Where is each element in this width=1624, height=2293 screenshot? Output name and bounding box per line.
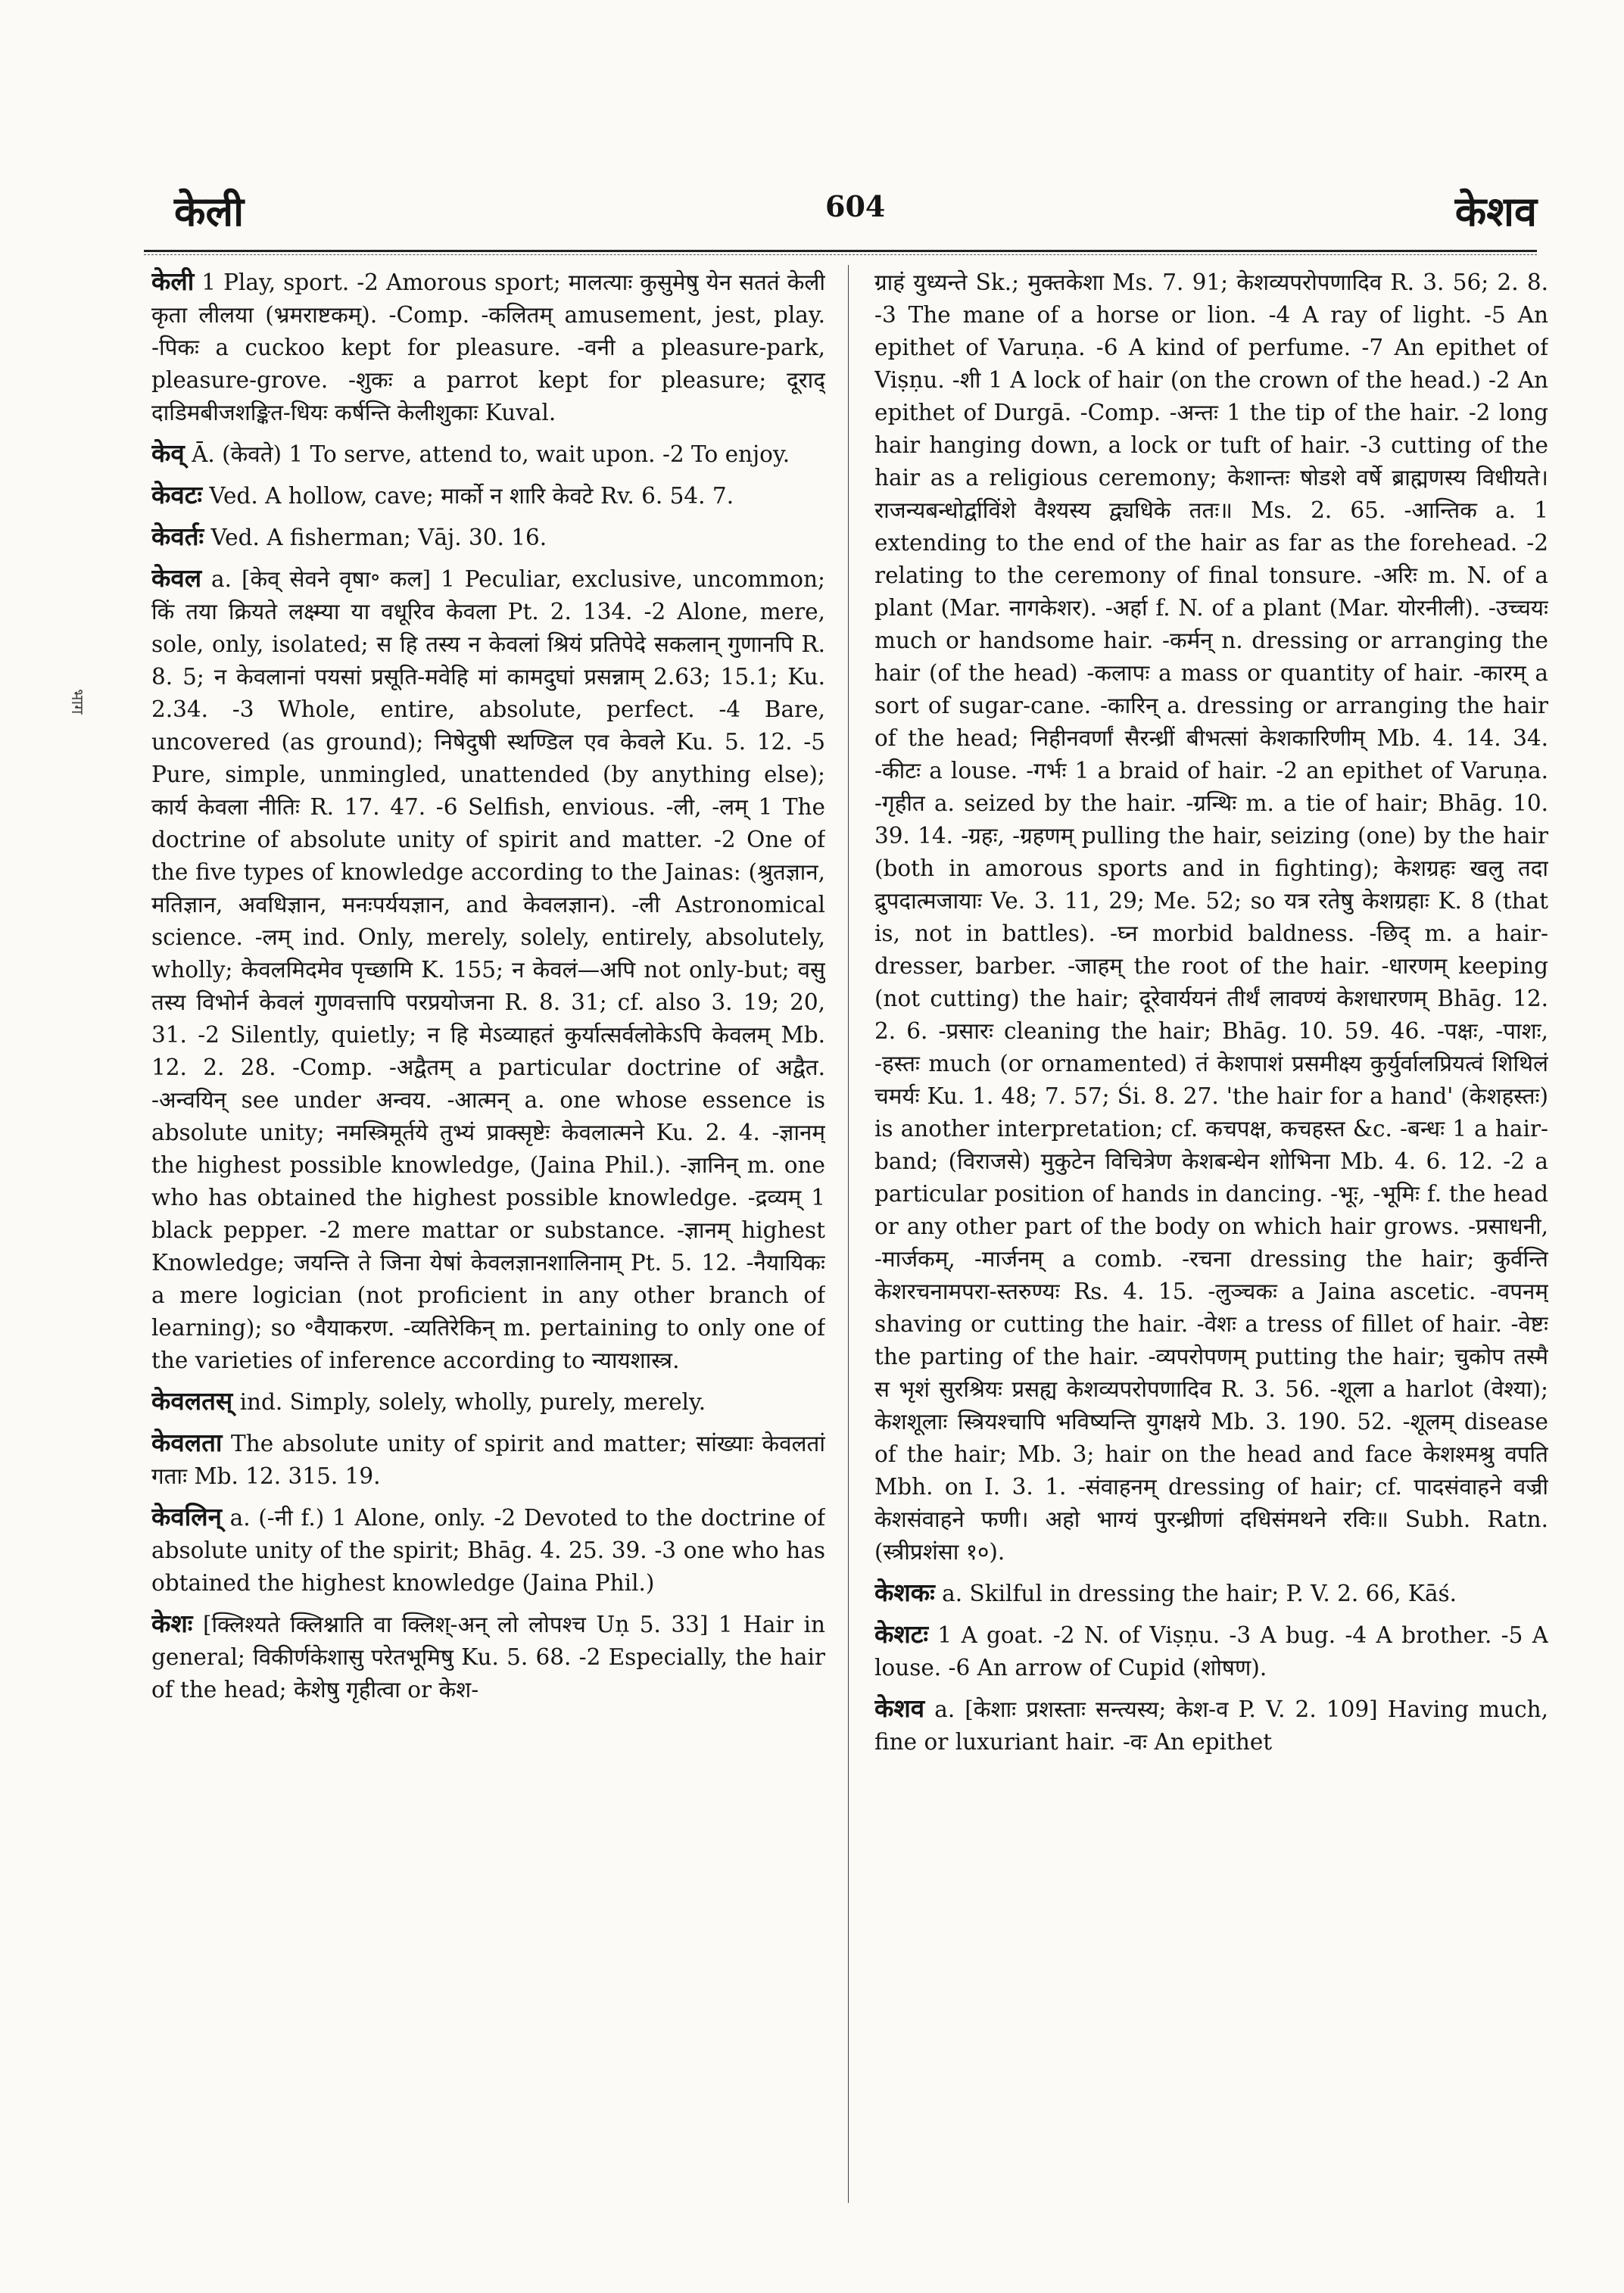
margin-mark: भाग [67,689,86,715]
entry-text: a. Skilful in dressing the hair; P. V. 2. 66, Kāś. [934,1581,1457,1606]
dictionary-entry [151,562,825,1377]
page-header [144,174,1537,235]
entry-text: 1 Play, sport. -2 Amorous sport; मालत्याः कुसुमेषु येन सततं केली कृता लीलया (भ्रमराष्टकम्). -Comp. -कलितम् amusement, jest, play. -पिकः a cuckoo kept for pleasure. -वनी a pleasure-park, pleasure-grove. -शुकः a parrot kept for pleasure; दूराद् दाडिमबीजशङ्कित-धियः कर्षन्ति केलीशुकाः Kuval. [151,269,825,425]
dictionary-entry [151,1500,825,1600]
entry-text: a. [केशाः प्रशस्ताः सन्त्यस्य; केश-व P. V. 2. 109] Having much, fine or luxuriant hair. -वः An epithet [874,1696,1548,1755]
page-number: 604 [825,189,886,223]
dictionary-entry [151,1607,825,1706]
left-column [151,265,825,2233]
entry-text: a. [केव् सेवने वृषा॰ कल] 1 Peculiar, exclusive, uncommon; किं तया क्रियते लक्ष्म्या या वधूरिव केवला Pt. 2. 134. -2 Alone, mere, sole, only, isolated; स हि तस्य न केवलां श्रियं प्रतिपेदे सकलान् गुणानपि R. 8. 5; न केवलानां पयसां प्रसूति-मवेहि मां कामदुघां प्रसन्नाम् 2.63; 15.1; Ku. 2.34. -3 Whole, entire, absolute, perfect. -4 Bare, uncovered (as ground); निषेदुषी स्थण्डिल एव केवले Ku. 5. 12. -5 Pure, simple, unmingled, unattended (by anything else); कार्य केवला नीतिः R. 17. 47. -6 Selfish, envious. -ली, -लम् 1 The doctrine of absolute unity of spirit and matter. -2 One of the five types of knowledge according to the Jainas: (श्रुतज्ञान, मतिज्ञान, अवधिज्ञान, मनःपर्ययज्ञान, and केवलज्ञान). -ली Astronomical science. -लम् ind. Only, merely, solely, entirely, absolutely, wholly; केवलमिदमेव पृच्छामि K. 155; न केवलं—अपि not only-but; वसु तस्य विभोर्न केवलं गुणवत्तापि परप्रयोजना R. 8. 31; cf. also 3. 19; 20, 31. -2 Silently, quietly; न हि मेऽव्याहतं कुर्यात्सर्वलोकेऽपि केवलम् Mb. 12. 2. 28. -Comp. -अद्वैतम् a particular doctrine of अद्वैत. -अन्वयिन् see under अन्वय. -आत्मन् a. one whose essence is absolute unity; नमस्त्रिमूर्तये तुभ्यं प्राक्सृष्टेः केवलात्मने Ku. 2. 4. -ज्ञानम् the highest possible knowledge, (Jaina Phil.). -ज्ञानिन् m. one who has obtained the highest possible knowledge. -द्रव्यम् 1 black pepper. -2 mere mattar or substance. -ज्ञानम् highest Knowledge; जयन्ति ते जिना येषां केवलज्ञानशालिनाम् Pt. 5. 12. -नैयायिकः a mere logician (not proficient in any other branch of learning); so ॰वैयाकरण. -व्यतिरेकिन् m. pertaining to only one of the varieties of inference according to न्यायशास्त्र. [151,566,825,1373]
header-rule [144,250,1537,252]
entry-text: ind. Simply, solely, wholly, purely, merely. [232,1389,706,1415]
dictionary-entry [874,1692,1548,1759]
dictionary-entry [151,478,825,512]
entry-headword: केवर्तः [151,522,204,551]
entry-headword: केशटः [874,1619,929,1649]
entry-headword: केवलतस् [151,1386,233,1416]
entry-text: Ā. (केवते) 1 To serve, attend to, wait upon. -2 To enjoy. [184,441,790,467]
entry-headword: केशः [151,1609,193,1638]
dictionary-entry [874,1618,1548,1684]
entry-headword: केव् [151,438,185,468]
dictionary-entry [874,1576,1548,1610]
entry-text: 1 A goat. -2 N. of Viṣṇu. -3 A bug. -4 A brother. -5 A louse. -6 An arrow of Cupid (शोषण). [874,1622,1548,1681]
dictionary-entry [151,437,825,471]
entry-text: a. (-नी f.) 1 Alone, only. -2 Devoted to the doctrine of absolute unity of the spirit; Bhāg. 4. 25. 39. -3 one who has obtained the highest knowledge (Jaina Phil.) [151,1505,825,1596]
dictionary-entry [874,265,1548,1569]
entry-text: Ved. A fisherman; Vāj. 30. 16. [204,525,547,550]
entry-headword: केशव [874,1693,925,1723]
entry-text: [क्लिश्यते क्लिश्नाति वा क्लिश्-अन् लो लोपश्च Uṇ 5. 33] 1 Hair in general; विकीर्णकेशासु परेतभूमिषु Ku. 5. 68. -2 Especially, the hair of the head; केशेषु गृहीत्वा or केश- [151,1612,825,1703]
dictionary-entry [151,265,825,429]
entry-headword: केवटः [151,480,202,509]
header-rule-dashed [144,254,1537,255]
dictionary-entry [151,1385,825,1419]
entry-headword: केशकः [874,1578,935,1607]
right-column [874,265,1548,2233]
entry-text: The absolute unity of spirit and matter; सांख्याः केवलतां गताः Mb. 12. 315. 19. [151,1431,825,1489]
left-running-headword: केली [174,187,245,235]
entry-headword: केवलिन् [151,1502,222,1531]
dictionary-entry [151,520,825,554]
entry-headword: केवल [151,563,202,593]
entry-text: Ved. A hollow, cave; मार्को न शारि केवटे Rv. 6. 54. 7. [202,483,734,509]
entry-text: ग्राहं युध्यन्ते Sk.; मुक्तकेशा Ms. 7. 91; केशव्यपरोपणादिव R. 3. 56; 2. 8. -3 The mane of a horse or lion. -4 A ray of light. -5 An epithet of Varuṇa. -6 A kind of perfume. -7 An epithet of Viṣṇu. -शी 1 A lock of hair (on the crown of the head.) -2 An epithet of Durgā. -Comp. -अन्तः 1 the tip of the hair. -2 long hair hanging down, a lock or tuft of hair. -3 cutting of the hair as a religious ceremony; केशान्तः षोडशे वर्षे ब्राह्मणस्य विधीयते। राजन्यबन्धोर्द्वाविंशे वैश्यस्य द्व्यधिके ततः॥ Ms. 2. 65. -आन्तिक a. 1 extending to the end of the hair as far as the forehead. -2 relating to the ceremony of final tonsure. -अरिः m. N. of a plant (Mar. नागकेशर). -अर्हा f. N. of a plant (Mar. योरनीली). -उच्चयः much or handsome hair. -कर्मन् n. dressing or arranging the hair (of the head) -कलापः a mass or quantity of hair. -कारम् a sort of sugar-cane. -कारिन् a. dressing or arranging the hair of the head; निहीनवर्णां सैरन्ध्रीं बीभत्सां केशकारिणीम् Mb. 4. 14. 34. -कीटः a louse. -गर्भः 1 a braid of hair. -2 an epithet of Varuṇa. -गृहीत a. seized by the hair. -ग्रन्थिः m. a tie of hair; Bhāg. 10. 39. 14. -ग्रहः, -ग्रहणम् pulling the hair, seizing (one) by the hair (both in amorous sports and in fighting); केशग्रहः खलु तदा द्रुपदात्मजायाः Ve. 3. 11, 29; Me. 52; so यत्र रतेषु केशग्रहाः K. 8 (that is, not in battles). -घ्न morbid baldness. -छिद् m. a hair-dresser, barber. -जाहम् the root of the hair. -धारणम् keeping (not cutting) the hair; दूरेवार्ययनं तीर्थं लावण्यं केशधारणम् Bhāg. 12. 2. 6. -प्रसारः cleaning the hair; Bhāg. 10. 59. 46. -पक्षः, -पाशः, -हस्तः much (or ornamented) तं केशपाशं प्रसमीक्ष्य कुर्युर्वालप्रियत्वं शिथिलं चमर्यः Ku. 1. 48; 7. 57; Śi. 8. 27. 'the hair for a hand' (केशहस्तः) is another interpretation; cf. कचपक्ष, कचहस्त &c. -बन्धः 1 a hair-band; (विराजसे) मुकुटेन विचित्रेण केशबन्धेन शोभिना Mb. 4. 6. 12. -2 a particular position of hands in dancing. -भूः, -भूमिः f. the head or any other part of the body on which hair grows. -प्रसाधनी, -मार्जकम्, -मार्जनम् a comb. -रचना dressing the hair; कुर्वन्ति केशरचनामपरा-स्तरुण्यः Rs. 4. 15. -लुञ्चकः a Jaina ascetic. -वपनम् shaving or cutting the hair. -वेशः a tress of fillet of hair. -वेष्टः the parting of the hair. -व्यपरोपणम् putting the hair; चुकोप तस्मै स भृशं सुरश्रियः प्रसह्य केशव्यपरोपणादिव R. 3. 56. -शूला a harlot (वेश्या); केशशूलाः स्त्रियश्चापि भविष्यन्ति युगक्षये Mb. 3. 190. 52. -शूलम् disease of the hair; Mb. 3; hair on the head and face केशश्मश्रु वपति Mbh. on I. 3. 1. -संवाहनम् dressing of hair; cf. पादसंवाहने वज्री केशसंवाहने फणी। अहो भाग्यं पुरन्ध्रीणां दधिसंमथने रविः॥ Subh. Ratn. (स्त्रीप्रशंसा १०). [874,269,1548,1565]
column-divider [848,265,849,2203]
entry-headword: केवलता [151,1428,223,1457]
dictionary-entry [151,1426,825,1493]
right-running-headword: केशव [1454,187,1537,235]
entry-headword: केली [151,266,195,296]
